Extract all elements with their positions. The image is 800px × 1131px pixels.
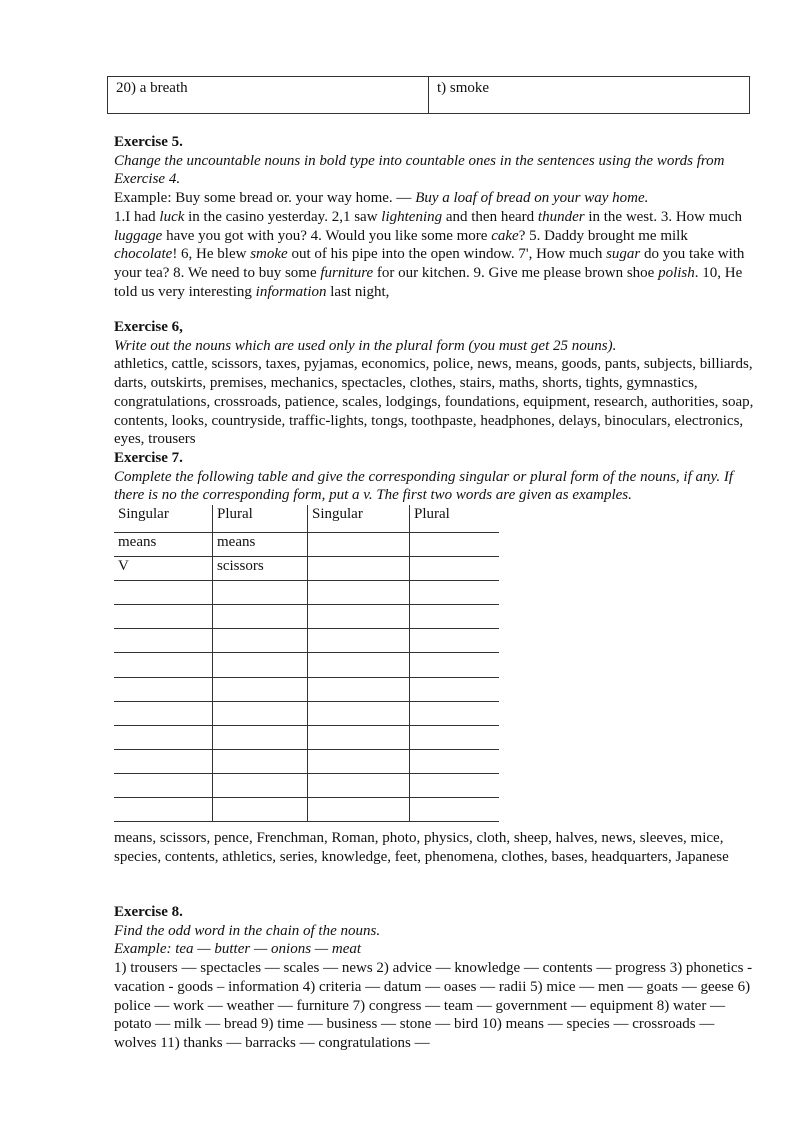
table-cell: [308, 653, 410, 677]
exercise-7-instruction: Complete the following table and give the corresponding singular or plural form of the nouns, if any. If there is no the corresponding form, put a v. The first two words are given as examples.: [114, 468, 733, 504]
table-cell: [308, 677, 410, 701]
table-cell: [308, 773, 410, 797]
table-cell: [114, 605, 213, 629]
exercise-5: [114, 133, 754, 301]
table-cell: [410, 749, 500, 773]
matching-table-row: [107, 76, 750, 114]
exercise-6-instruction: Write out the nouns which are used only in the plural form (you must get 25 nouns).: [114, 337, 617, 354]
table-cell: means: [114, 533, 213, 557]
table-cell: scissors: [213, 557, 308, 581]
exercise-8-example: Example: tea — butter — onions — meat: [114, 941, 362, 958]
exercise-6: [114, 318, 754, 449]
table-cell: [114, 725, 213, 749]
table-cell: [213, 798, 308, 822]
table-cell: [410, 725, 500, 749]
table-row: [114, 677, 499, 701]
exercise-5-example: Example: Buy some bread or. your way home. — Buy a loaf of bread on your way home.: [114, 190, 649, 207]
table-cell: [114, 798, 213, 822]
table-cell: [213, 629, 308, 653]
header-cell: Plural: [410, 505, 500, 533]
table-row: [114, 653, 499, 677]
header-cell: Plural: [213, 505, 308, 533]
header-cell: Singular: [114, 505, 213, 533]
table-row: [114, 701, 499, 725]
table-cell: [410, 557, 500, 581]
table-cell: [114, 749, 213, 773]
exercise-6-word-list: athletics, cattle, scissors, taxes, pyjamas, economics, police, news, means, goods, pants, subjects, billiards, darts, outskirts, premises, mechanics, spectacles, clothes, stairs, maths, shorts, tights, gymnastics, congratulations, crossroads, patience, scales, lodgings, foundations, equipment, research, authorities, soap, contents, looks, countryside, traffic-lights, tongs, toothpaste, headphones, delays, binoculars, electronics, eyes, trousers: [114, 356, 754, 448]
table-cell: [410, 533, 500, 557]
table-cell: [308, 533, 410, 557]
table-cell: [213, 677, 308, 701]
table-cell: [308, 581, 410, 605]
table-cell: [213, 605, 308, 629]
table-cell: [410, 773, 500, 797]
exercise-8-instruction: Find the odd word in the chain of the nouns.: [114, 922, 381, 939]
exercise-6-title: Exercise 6,: [114, 319, 183, 335]
table-cell: [410, 677, 500, 701]
table-cell: [213, 701, 308, 725]
table-cell: V: [114, 557, 213, 581]
table-cell: [213, 581, 308, 605]
exercise-8: [114, 903, 754, 1053]
table-row: [114, 725, 499, 749]
table-cell: [410, 629, 500, 653]
table-row: [114, 557, 499, 581]
exercise-7: [114, 449, 754, 505]
exercise-5-sentences: 1.I had luck in the casino yesterday. 2,1 saw lightening and then heard thunder in the west. 3. How much luggage have you got with you? 4. Would you like some more cake? 5. Daddy brought me milk chocolate! 6, He blew smoke out of his pipe into the open window. 7', How much sugar do you take with your tea? 8. We need to buy some furniture for our kitchen. 9. Give me please brown shoe polish. 10, He told us very interesting information last night,: [114, 208, 745, 300]
table-cell: [410, 605, 500, 629]
table-row: [114, 798, 499, 822]
table-row: [114, 773, 499, 797]
table-cell: [213, 773, 308, 797]
table-cell: [114, 677, 213, 701]
table-cell: [410, 581, 500, 605]
exercise-7-table: [114, 505, 499, 822]
table-cell: [410, 701, 500, 725]
table-cell: [114, 701, 213, 725]
table-row: [114, 533, 499, 557]
table-cell: [308, 798, 410, 822]
table-cell: [213, 725, 308, 749]
exercise-8-title: Exercise 8.: [114, 904, 183, 920]
table-row: [114, 629, 499, 653]
table-cell: [308, 701, 410, 725]
table-cell: [213, 749, 308, 773]
matching-right-cell: t) smoke: [428, 77, 749, 113]
table-cell: means: [213, 533, 308, 557]
table-cell: [308, 629, 410, 653]
exercise-7-title: Exercise 7.: [114, 450, 183, 466]
exercise-7-word-list: means, scissors, pence, Frenchman, Roman, photo, physics, cloth, sheep, halves, news, sleeves, mice, species, contents, athletics, series, knowledge, feet, phenomena, clothes, bases, headquarters, Japanese: [114, 830, 729, 865]
exercise-5-title: Exercise 5.: [114, 134, 183, 150]
table-cell: [114, 629, 213, 653]
table-cell: [308, 749, 410, 773]
table-row: [114, 605, 499, 629]
table-cell: [308, 605, 410, 629]
table-cell: [114, 581, 213, 605]
exercise-8-chains: 1) trousers — spectacles — scales — news 2) advice — knowledge — contents — progress 3) phonetics - vacation - goods – information 4) criteria — datum — oases — radii 5) mice — men — goats — geese 6) police — work — weather — furniture 7) congress — team — government — equipment 8) water — potato — milk — bread 9) time — business — stone — bird 10) means — species — crossroads — wolves 11) thanks — barracks — congratulations —: [114, 960, 753, 1051]
table-row: [114, 749, 499, 773]
header-cell: Singular: [308, 505, 410, 533]
table-cell: [410, 798, 500, 822]
table-cell: [114, 653, 213, 677]
table-cell: [114, 773, 213, 797]
table-header-row: [114, 505, 499, 533]
table-cell: [308, 725, 410, 749]
table-cell: [213, 653, 308, 677]
table-row: [114, 581, 499, 605]
matching-left-cell: 20) a breath: [116, 80, 188, 96]
table-cell: [308, 557, 410, 581]
table-cell: [410, 653, 500, 677]
exercise-5-instruction: Change the uncountable nouns in bold type into countable ones in the sentences using the words from Exercise 4.: [114, 152, 725, 188]
